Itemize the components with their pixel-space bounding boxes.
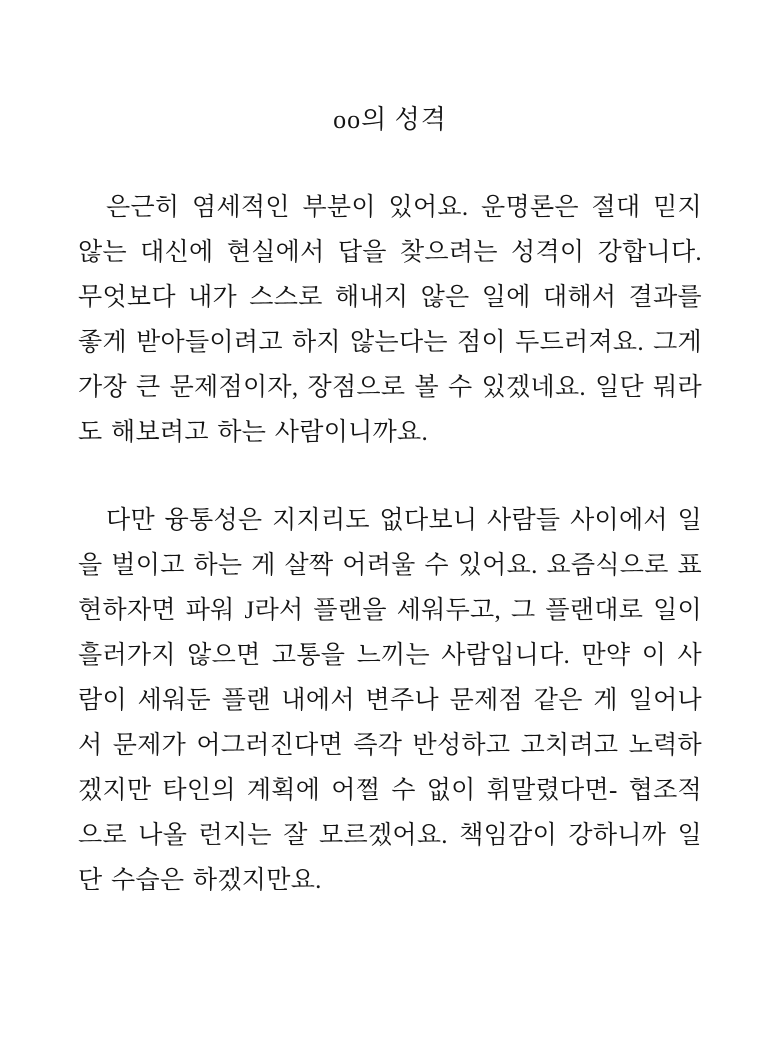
paragraph-personality-overview: 은근히 염세적인 부분이 있어요. 운명론은 절대 믿지 않는 대신에 현실에서 답을 찾으려는 성격이 강합니다. 무엇보다 내가 스스로 해내지 않은 일에 대해서 결과를 좋게 받아들이려고 하지 않는다는 점이 두드러져요. 그게 가장 큰 문제점이자, 장점으로 볼 수 있겠네요. 일단 뭐라도 해보려고 하는 사람이니까요.	[78, 194, 702, 446]
paragraph-flexibility-detail: 다만 융통성은 지지리도 없다보니 사람들 사이에서 일을 벌이고 하는 게 살짝 어려울 수 있어요. 요즘식으로 표현하자면 파워 J라서 플랜을 세워두고, 그 플랜대로 일이 흘러가지 않으면 고통을 느끼는 사람입니다. 만약 이 사람이 세워둔 플랜 내에서 변주나 문제점 같은 게 일어나서 문제가 어그러진다면 즉각 반성하고 고치려고 노력하겠지만 타인의 계획에 어쩔 수 없이 휘말렸다면- 협조적으로 나올 런지는 잘 모르겠어요. 책임감이 강하니까 일단 수습은 하겠지만요.	[78, 507, 702, 894]
document-title: oo의 성격	[333, 105, 447, 134]
